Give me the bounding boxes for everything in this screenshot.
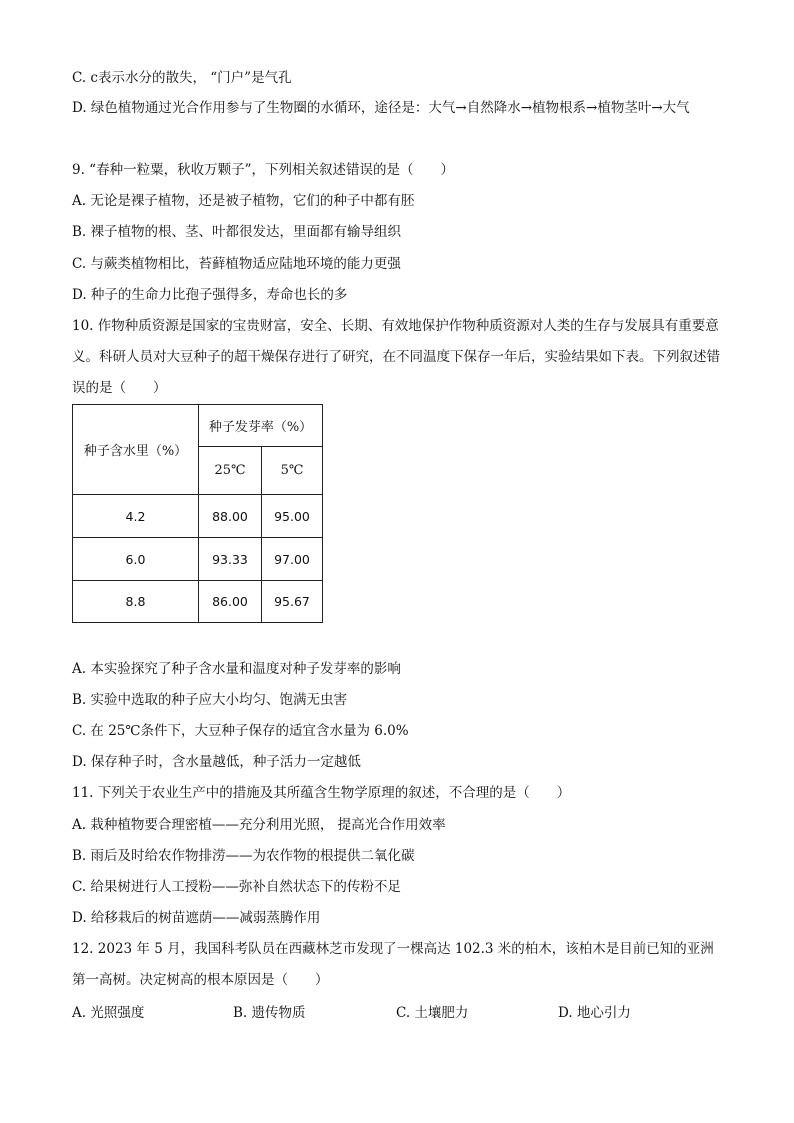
question-12-options [72, 1001, 712, 1023]
question-11-option-c: C. 给果树进行人工授粉——弥补自然状态下的传粉不足 [72, 879, 401, 895]
question-10-option-d: D. 保存种子时，含水量越低，种子活力一定越低 [72, 754, 361, 770]
question-12-option-a: A. 光照强度 [72, 1005, 145, 1021]
question-12-option-c: C. 土壤肥力 [396, 1005, 469, 1021]
table-col-5c: 5℃ [262, 447, 323, 495]
question-12-stem: 12. 2023 年 5 月，我国科考队员在西藏林芝市发现了一棵高达 102.3 米的柏木，该柏木是目前已知的亚洲第一高树。决定树高的根本原因是（ ） [72, 941, 714, 988]
table-cell: 95.67 [262, 581, 323, 623]
question-10-option-b: B. 实验中选取的种子应大小均匀、饱满无虫害 [72, 692, 348, 708]
question-9-option-a: A. 无论是裸子植物，还是被子植物，它们的种子中都有胚 [72, 193, 415, 209]
table-row [73, 581, 323, 623]
table-row [73, 538, 323, 581]
table-cell: 88.00 [199, 495, 262, 538]
question-8-option-c: C. c表示水分的散失， “门户”是气孔 [72, 70, 292, 86]
question-11-option-a: A. 栽种植物要合理密植——充分利用光照， 提高光合作用效率 [72, 817, 446, 833]
table-cell: 4.2 [73, 495, 199, 538]
question-9-option-b: B. 裸子植物的根、茎、叶都很发达，里面都有输导组织 [72, 224, 402, 240]
table-cell: 8.8 [73, 581, 199, 623]
question-9-stem: 9. “春种一粒粟，秋收万颗子”，下列相关叙述错误的是（ ） [72, 162, 454, 178]
question-9-option-c: C. 与蕨类植物相比，苔藓植物适应陆地环境的能力更强 [72, 256, 401, 272]
question-8-option-d: D. 绿色植物通过光合作用参与了生物圈的水循环，途径是：大气→自然降水→植物根系→植物茎叶→大气 [72, 100, 690, 116]
table-cell: 86.00 [199, 581, 262, 623]
table-cell: 97.00 [262, 538, 323, 581]
question-10-option-c: C. 在 25℃条件下，大豆种子保存的适宜含水量为 6.0% [72, 723, 409, 739]
table-col-25c: 25℃ [199, 447, 262, 495]
question-10-option-a: A. 本实验探究了种子含水量和温度对种子发芽率的影响 [72, 661, 401, 677]
table-row-header: 种子含水里（%） [73, 405, 199, 495]
table-cell: 93.33 [199, 538, 262, 581]
table-row [73, 495, 323, 538]
germination-table [72, 404, 323, 623]
question-12-option-b: B. 遗传物质 [233, 1005, 306, 1021]
table-cell: 95.00 [262, 495, 323, 538]
table-group-header: 种子发芽率（%） [199, 405, 323, 447]
question-12-option-d: D. 地心引力 [558, 1005, 631, 1021]
question-10-stem: 10. 作物种质资源是国家的宝贵财富，安全、长期、有效地保护作物种质资源对人类的生存与发展具有重要意义。科研人员对大豆种子的超干燥保存进行了研究，在不同温度下保存一年后，实验结果如下表。下列叙述错误的是（ ） [72, 318, 720, 396]
question-11-option-b: B. 雨后及时给农作物排涝——为农作物的根提供二氧化碳 [72, 848, 415, 864]
question-11-option-d: D. 给移栽后的树苗遮荫——减弱蒸腾作用 [72, 910, 321, 926]
table-cell: 6.0 [73, 538, 199, 581]
question-11-stem: 11. 下列关于农业生产中的措施及其所蕴含生物学原理的叙述，不合理的是（ ） [72, 785, 571, 801]
question-9-option-d: D. 种子的生命力比孢子强得多，寿命也长的多 [72, 287, 348, 303]
